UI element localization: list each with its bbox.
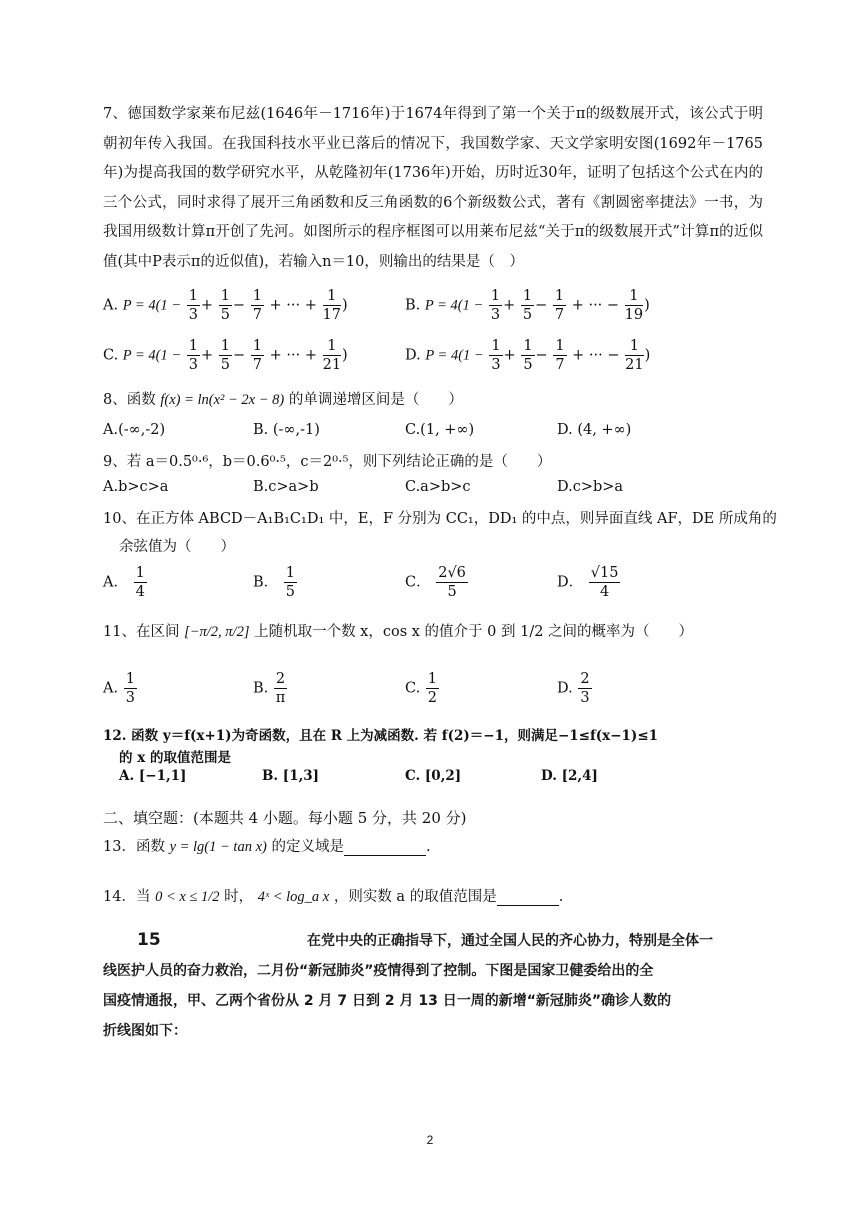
q7-option-a: A. P = 4(1 − $\frac{1}{3}$ + $\frac{1}{5}$ − $\frac{1}{7}$ + ··· + $\frac{1}{17}$ ) — [103, 288, 348, 323]
q12-option-a: A. [−1,1] — [119, 768, 187, 784]
page-number: 2 — [426, 1133, 434, 1147]
q12-option-b: B. [1,3] — [262, 768, 320, 784]
question-15-number: 15 — [137, 930, 161, 950]
q9-option-a: A.b>c>a — [103, 479, 169, 495]
q11-option-c: C. $\frac{1}{2}$ — [405, 671, 438, 706]
question-11: 11、在区间 [−π/2, π/2] 上随机取一个数 x，cos x 的值介于 0 到 1/2 之间的概率为（ ） — [103, 624, 694, 640]
question-9: 9、若 a＝0.5⁰·⁶，b＝0.6⁰·⁵，c＝2⁰·⁵，则下列结论正确的是（ ） — [103, 454, 552, 470]
q11-option-d: D. $\frac{2}{3}$ — [557, 671, 590, 706]
q10-option-c: C． $\frac{2√6}{5}$ — [405, 565, 466, 600]
question-12-line2: 的 x 的取值范围是 — [119, 750, 231, 766]
q9-option-b: B.c>a>b — [253, 479, 319, 495]
q10-option-d: D． $\frac{√15}{4}$ — [557, 565, 619, 600]
q9-option-d: D.c>b>a — [557, 479, 624, 495]
answer-blank[interactable] — [497, 889, 559, 906]
q12-option-c: C. [0,2] — [405, 768, 462, 784]
section-2-heading: 二、填空题：(本题共 4 小题。每小题 5 分，共 20 分) — [103, 809, 467, 827]
question-12-line1: 12. 函数 y＝f(x+1)为奇函数，且在 R 上为减函数. 若 f(2)＝−1，则满足−1≤f(x−1)≤1 — [103, 728, 659, 744]
q10-option-a: A． $\frac{1}{4}$ — [103, 565, 145, 600]
question-13: 13．函数 y = lg(1 − tan x) 的定义域是 . — [103, 839, 431, 855]
q10-option-b: B． $\frac{1}{5}$ — [253, 565, 295, 600]
question-15: 15 在党中央的正确指导下，通过全国人民的齐心协力，特别是全体一 线医护人员的奋力救治，二月份“新冠肺炎”疫情得到了控制。下图是国家卫健委给出的全 国疫情通报，甲、乙两个省份从 2 月 7 日到 2 月 13 日一周的新增“新冠肺炎”确诊人数的 折线图如下： — [103, 925, 763, 1046]
q11-option-a: A. $\frac{1}{3}$ — [103, 671, 135, 706]
q8-option-c: C.(1, +∞) — [405, 422, 475, 438]
question-14: 14．当 0 < x ≤ 1/2 时， 4ˣ < log_a x ，则实数 a 的取值范围是 . — [103, 889, 564, 905]
q8-option-a: A.(-∞,-2) — [103, 422, 166, 438]
question-7-text: 7、德国数学家莱布尼兹(1646年－1716年)于1674年得到了第一个关于π的级数展开式，该公式于明朝初年传入我国。在我国科技水平业已落后的情况下，我国数学家、天文学家明安图(1692年－1765年)为提高我国的数学研究水平，从乾隆初年(1736年)开始，历时近30年，证明了包括这个公式在内的三个公式，同时求得了展开三角函数和反三角函数的6个新级数公式，著有《割圆密率捷法》一书，为我国用级数计算π开创了先河。如图所示的程序框图可以用莱布尼兹“关于π的级数展开式”计算π的近似值(其中P表示π的近似值)，若输入n＝10，则输出的结果是（ ） — [103, 106, 763, 270]
q8-option-d: D. (4, +∞) — [557, 422, 632, 438]
question-10-line2: 余弦值为（ ） — [119, 539, 235, 555]
q11-option-b: B. $\frac{2}{\pi}$ — [253, 671, 286, 706]
q7-option-c: C. P = 4(1 − $\frac{1}{3}$ + $\frac{1}{5}$ − $\frac{1}{7}$ + ··· + $\frac{1}{21}$ ) — [103, 338, 348, 373]
question-8: 8、函数 f(x) = ln(x² − 2x − 8) 的单调递增区间是（ ） — [103, 392, 463, 408]
q9-option-c: C.a>b>c — [405, 479, 471, 495]
question-10-line1: 10、在正方体 ABCD－A₁B₁C₁D₁ 中，E，F 分别为 CC₁，DD₁ 的中点，则异面直线 AF，DE 所成角的 — [103, 511, 777, 527]
q7-option-b: B. P = 4(1 − $\frac{1}{3}$ + $\frac{1}{5}$ − $\frac{1}{7}$ + ··· − $\frac{1}{19}$ ) — [405, 288, 650, 323]
q7-option-d: D. P = 4(1 − $\frac{1}{3}$ + $\frac{1}{5}$ − $\frac{1}{7}$ + ··· − $\frac{1}{21}$ ) — [405, 338, 651, 373]
answer-blank[interactable] — [344, 839, 426, 856]
q12-option-d: D. [2,4] — [541, 768, 598, 784]
q8-option-b: B. (-∞,-1) — [253, 422, 320, 438]
